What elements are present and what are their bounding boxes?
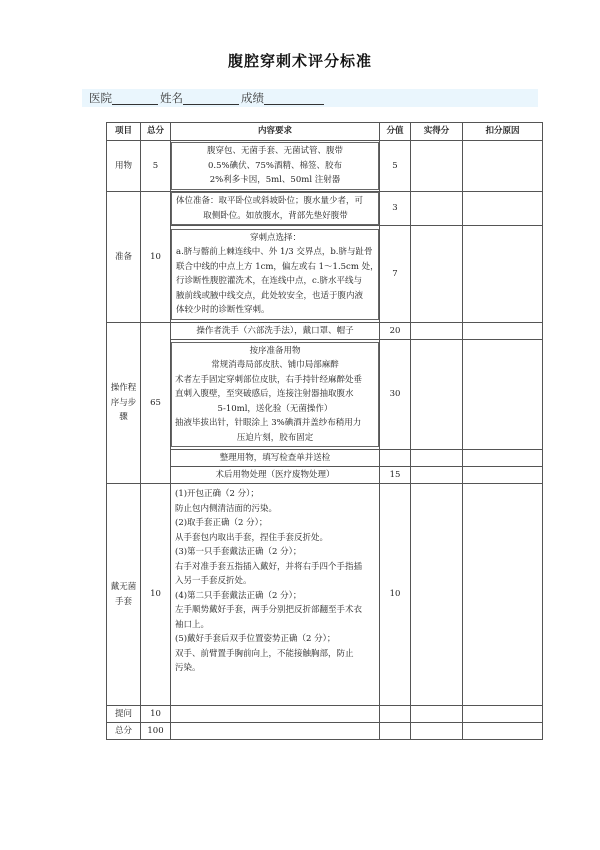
content-cell <box>171 141 380 192</box>
total-cell: 100 <box>141 723 171 740</box>
score-cell: 30 <box>380 340 411 450</box>
content-cell: 整理用物，填写检查单并送检 <box>171 450 380 467</box>
header-earned: 实得分 <box>411 123 463 141</box>
content-line: 直刺入腹壁，至突破感后，连接注射器抽取腹水 <box>175 389 354 400</box>
hospital-label: 医院 <box>89 91 112 105</box>
score-cell: 15 <box>380 467 411 484</box>
table-row <box>107 484 543 706</box>
content-line: 穿刺点选择： <box>249 232 301 243</box>
content-line: 从手套包内取出手套，捏住手套反折处。 <box>175 532 329 543</box>
score-cell: 10 <box>380 484 411 706</box>
earned-cell <box>411 723 463 740</box>
earned-cell <box>411 340 463 450</box>
reason-cell <box>463 706 543 723</box>
table-row <box>107 706 543 723</box>
score-cell: 3 <box>380 192 411 226</box>
reason-cell <box>463 723 543 740</box>
content-line: 右手对准手套五指插入戴好，并将右手四个手指插 <box>175 561 363 572</box>
table-header-row <box>107 123 543 141</box>
reason-cell <box>463 323 543 340</box>
content-line: 常规消毒局部皮肤、铺巾局部麻醉 <box>211 360 339 371</box>
earned-cell <box>411 226 463 323</box>
page-title: 腹腔穿刺术评分标准 <box>227 52 372 70</box>
content-cell: 操作者洗手（六部洗手法），戴口罩、帽子 <box>171 323 380 340</box>
total-cell: 10 <box>141 706 171 723</box>
content-line: 左手顺势戴好手套，两手分别把反折部翻至手术衣 <box>175 605 363 615</box>
content-line: 压迫片刻，胶布固定 <box>236 432 314 443</box>
content-line: 2%利多卡因，5ml、50ml 注射器 <box>209 175 341 186</box>
table-row <box>107 467 543 484</box>
earned-cell <box>411 484 463 706</box>
item-cell: 准备 <box>107 192 141 323</box>
content-line: (2)取手套正确（2 分）； <box>175 518 268 528</box>
header-content: 内容要求 <box>171 123 380 141</box>
content-line: 防止包内侧清洁面的污染。 <box>175 503 278 514</box>
reason-cell <box>463 141 543 192</box>
content-cell <box>171 706 380 723</box>
content-line: 体位准备：取平卧位或斜坡卧位；腹水量少者，可 <box>176 196 364 206</box>
score-cell <box>380 706 411 723</box>
content-cell <box>171 226 380 323</box>
reason-cell <box>463 484 543 706</box>
content-line: a.脐与髂前上棘连线中、外 1/3 交界点，b.脐与趾骨 <box>176 247 373 257</box>
content-line: 污染。 <box>175 663 201 673</box>
scoring-table <box>106 122 543 740</box>
content-line: (5)戴好手套后双手位置姿势正确（2 分）； <box>175 634 336 644</box>
table-row <box>107 450 543 467</box>
table-row <box>107 723 543 740</box>
table-row <box>107 141 543 192</box>
score-cell: 20 <box>380 323 411 340</box>
item-cell: 总分 <box>107 723 141 740</box>
content-line: 入另一手套反折处。 <box>175 576 252 586</box>
content-line: 袖口上。 <box>175 619 210 630</box>
earned-cell <box>411 706 463 723</box>
total-cell: 5 <box>141 141 171 192</box>
reason-cell <box>463 450 543 467</box>
content-box <box>171 342 379 448</box>
content-line: (3)第一只手套戴法正确（2 分）； <box>175 547 302 557</box>
info-bar <box>82 89 538 107</box>
earned-cell <box>411 450 463 467</box>
total-cell: 65 <box>141 323 171 484</box>
content-line: (1)开包正确（2 分）； <box>175 489 259 499</box>
item-cell: 戴无菌手套 <box>107 484 141 706</box>
earned-cell <box>411 192 463 226</box>
table-row <box>107 226 543 323</box>
score-cell <box>380 450 411 467</box>
content-box <box>171 229 379 320</box>
earned-cell <box>411 467 463 484</box>
content-line: 体较少时的诊断性穿刺。 <box>176 305 270 315</box>
item-cell: 用物 <box>107 141 141 192</box>
content-box <box>171 192 379 225</box>
content-line: 腋前线或腋中线交点，此处较安全，也适于腹内液 <box>176 290 364 301</box>
table-row <box>107 323 543 340</box>
score-blank <box>264 92 324 105</box>
content-line: 行诊断性腹腔灌洗术，在连线中点，c.脐水平线与 <box>176 276 362 286</box>
table-row <box>107 192 543 226</box>
content-cell <box>171 723 380 740</box>
content-cell: 术后用物处理（医疗废物处理） <box>171 467 380 484</box>
content-line: 术者左手固定穿刺部位皮肤，右手持针经麻醉处垂 <box>175 374 363 385</box>
content-line: 5-10ml，送化验（无菌操作） <box>217 403 333 414</box>
item-cell: 提问 <box>107 706 141 723</box>
score-label: 成绩 <box>241 91 264 105</box>
reason-cell <box>463 226 543 323</box>
content-line: 联合中线的中点上方 1cm，偏左或右 1～1.5cm 处， <box>176 261 379 272</box>
content-cell <box>171 340 380 450</box>
total-cell: 10 <box>141 484 171 706</box>
name-label: 姓名 <box>160 91 183 105</box>
reason-cell <box>463 340 543 450</box>
reason-cell <box>463 467 543 484</box>
total-cell: 10 <box>141 192 171 323</box>
score-cell: 7 <box>380 226 411 323</box>
earned-cell <box>411 323 463 340</box>
content-line: 双手、前臂置手胸前向上，不能接触胸部，防止 <box>175 648 354 659</box>
header-item: 项目 <box>107 123 141 141</box>
content-line: 抽液毕拔出针，针眼涂上 3%碘酒并盖纱布稍用力 <box>175 418 362 429</box>
header-total: 总分 <box>141 123 171 141</box>
content-line: 0.5%碘伏、75%酒精、棉签、胶布 <box>208 160 342 171</box>
content-cell <box>171 192 380 226</box>
content-line: 取侧卧位。如放腹水，背部先垫好腹带 <box>203 210 348 221</box>
reason-cell <box>463 192 543 226</box>
header-reason: 扣分原因 <box>463 123 543 141</box>
earned-cell <box>411 141 463 192</box>
content-line: 按序准备用物 <box>249 345 301 356</box>
header-score: 分值 <box>380 123 411 141</box>
score-cell <box>380 723 411 740</box>
hospital-blank <box>112 92 158 105</box>
content-line: (4)第二只手套戴法正确（2 分）； <box>175 590 302 601</box>
name-blank <box>183 92 239 105</box>
score-cell: 5 <box>380 141 411 192</box>
table-row <box>107 340 543 450</box>
content-cell <box>171 484 380 706</box>
content-box <box>171 142 379 190</box>
item-cell: 操作程序与步骤 <box>107 323 141 484</box>
content-line: 腹穿包、无菌手套、无菌试管、腹带 <box>206 146 343 157</box>
